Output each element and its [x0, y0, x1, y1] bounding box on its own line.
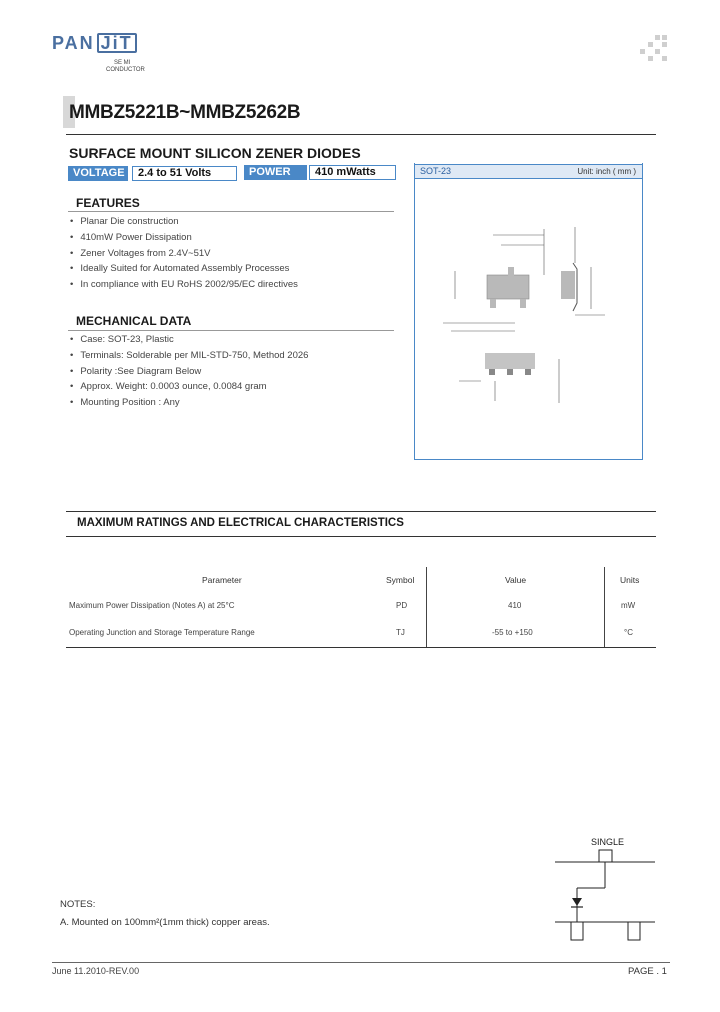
- logo-sub-line-1: SE MI: [114, 60, 131, 66]
- column-header-parameter: Parameter: [202, 575, 242, 585]
- features-heading: FEATURES: [76, 196, 140, 210]
- column-header-units: Units: [620, 575, 640, 585]
- decorative-dots-icon: [640, 35, 670, 65]
- table-cell-units: °C: [624, 628, 633, 637]
- package-outline-box: [414, 163, 643, 460]
- table-cell-value: -55 to +150: [492, 628, 533, 637]
- footer-divider: [52, 962, 670, 963]
- ratings-top-divider: [66, 511, 656, 512]
- voltage-value: 2.4 to 51 Volts: [132, 166, 237, 181]
- logo-pan-text: PAN: [52, 33, 95, 53]
- zener-diode-schematic: [555, 848, 655, 943]
- product-subtitle: SURFACE MOUNT SILICON ZENER DIODES: [69, 145, 361, 161]
- column-header-symbol: Symbol: [386, 575, 415, 585]
- feature-item: • Zener Voltages from 2.4V~51V: [70, 246, 298, 262]
- mechanical-divider: [68, 330, 394, 331]
- column-separator: [426, 567, 427, 647]
- footer-date: June 11.2010-REV.00: [52, 966, 140, 976]
- mechanical-item: • Case: SOT-23, Plastic: [70, 332, 308, 348]
- mechanical-list: [70, 332, 308, 411]
- table-cell-symbol: PD: [396, 601, 408, 610]
- feature-item: • 410mW Power Dissipation: [70, 230, 298, 246]
- mechanical-item: • Approx. Weight: 0.0003 ounce, 0.0084 gram: [70, 379, 308, 395]
- mechanical-heading: MECHANICAL DATA: [76, 314, 192, 328]
- logo-subtitle: [106, 60, 145, 74]
- package-name: SOT-23: [420, 166, 452, 176]
- logo-sub-line-2: CONDUCTOR: [106, 67, 145, 73]
- ratings-heading: MAXIMUM RATINGS AND ELECTRICAL CHARACTERISTICS: [77, 517, 404, 529]
- package-dimension-drawing: [415, 163, 641, 459]
- diagram-label: SINGLE: [591, 837, 625, 847]
- brand-logo: [52, 33, 137, 54]
- title-divider: [66, 134, 656, 135]
- column-header-value: Value: [505, 575, 527, 585]
- mechanical-item: • Mounting Position : Any: [70, 395, 308, 411]
- table-cell-symbol: TJ: [396, 628, 405, 637]
- ratings-heading-divider: [66, 536, 656, 537]
- table-cell-parameter: Maximum Power Dissipation (Notes A) at 25°C: [69, 601, 235, 610]
- package-units: Unit: inch ( mm ): [577, 167, 636, 176]
- feature-item: • Planar Die construction: [70, 214, 298, 230]
- mechanical-item: • Polarity :See Diagram Below: [70, 364, 308, 380]
- notes-heading: NOTES:: [60, 899, 96, 910]
- ratings-bottom-divider: [66, 647, 656, 648]
- page-title: MMBZ5221B~MMBZ5262B: [69, 102, 301, 123]
- note-item: A. Mounted on 100mm²(1mm thick) copper areas.: [60, 917, 270, 928]
- table-cell-value: 410: [508, 601, 522, 610]
- table-cell-parameter: Operating Junction and Storage Temperature Range: [69, 628, 255, 637]
- power-value: 410 mWatts: [309, 165, 396, 180]
- logo-jit-text: JiT: [97, 33, 137, 53]
- power-label: POWER: [244, 165, 307, 180]
- mechanical-item: • Terminals: Solderable per MIL-STD-750, Method 2026: [70, 348, 308, 364]
- feature-item: • Ideally Suited for Automated Assembly Processes: [70, 261, 298, 277]
- column-separator: [604, 567, 605, 647]
- feature-item: • In compliance with EU RoHS 2002/95/EC directives: [70, 277, 298, 293]
- footer-page-number: PAGE . 1: [628, 966, 667, 977]
- table-cell-units: mW: [621, 601, 636, 610]
- features-list: [70, 214, 298, 293]
- voltage-label: VOLTAGE: [68, 166, 128, 181]
- features-divider: [68, 211, 394, 212]
